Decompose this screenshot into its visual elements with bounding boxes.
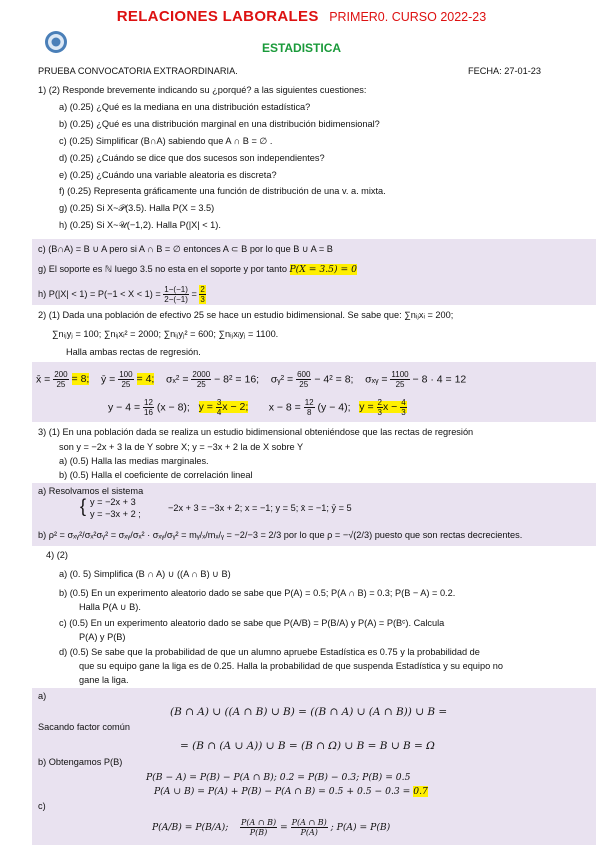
q4-answer-b-eq2: P(A ∪ B) = P(A) + P(B) − P(A ∩ B) = 0.5 + 0.5 − 0.3 = 0.7 [154,786,428,797]
q1-answer-c: c) (B∩A) = B ∪ A pero si A ∩ B = ∅ entonces A ⊂ B por lo que B ∪ A = B [38,244,333,254]
q3-line1: 3) (1) En una población dada se realiza un estudio bidimensional obteniéndose que las rectas de regresión [38,427,474,437]
q1-answer-g-result: P(X = 3.5) = 0 [289,264,357,275]
q3-system-solution: −2x + 3 = −3x + 2; x = −1; y = 5; x̄ = −1; ȳ = 5 [168,503,352,513]
q4-answer-a-text: Sacando factor común [38,722,130,732]
q4-item-d-line3: gane la liga. [79,675,129,685]
q4-answer-b-label: b) Obtengamos P(B) [38,757,123,767]
q4-answer-c-eq: P(A/B) = P(B/A); $\frac{P(A \cap B)}{P(B)}$ = $\frac{P(A \cap B)}{P(A)}$ ; P(A) = P(B) [152,818,391,837]
q3-answer-b: b) ρ² = σₓᵧ²/σₓ²σᵧ² = σₓᵧ/σₓ² · σₓᵧ/σᵧ² = mᵧ/ₓ/mₓ/ᵧ = −2/−3 = 2/3 por lo que ρ = −√(2/3) puesto que son rectas decrecientes. [38,530,523,540]
q1-item-c: c) (0.25) Simplificar (B∩A) sabiendo que A ∩ B = ∅ . [59,136,273,146]
q3-item-b: b) (0.5) Halla el coeficiente de correlación lineal [59,470,253,480]
q4-item-d-line2: que su equipo gane la liga es de 0.25. Halla la probabilidad de que suspenda Estadística y su equipo no [79,661,503,671]
q4-answer-b-result: 0.7 [413,786,428,797]
q2-sxy-result: − 8 · 4 = 12 [412,373,467,386]
q1-answer-g-text: g) El soporte es ℕ luego 3.5 no esta en el soporte y por tanto [38,264,290,274]
q4-item-c-line1: c) (0.5) En un experimento aleatorio dado se sabe que P(A/B) = P(B/A) y P(A) = P(Bᶜ). Calcula [59,618,445,628]
q4-head: 4) (2) [46,550,68,560]
q3-line2: son y = −2x + 3 la de Y sobre X; y = −3x + 2 la de X sobre Y [59,442,304,452]
q1-item-g: g) (0.25) Si X~𝒫(3.5). Halla P(X = 3.5) [59,203,215,213]
q1-item-h: h) (0.25) Si X~𝒰(−1,2). Halla P(|X| < 1). [59,220,221,230]
q4-item-c-line2: P(A) y P(B) [79,632,126,642]
q2-means-line: x̄ = $\frac{200}{25}$ = 8; ȳ = $\frac{100}{25}$ = 4; σₓ² = $\frac{2000}{25}$ − 8² = 16; σᵧ² = $\frac{600}{25}$ − 4² = 8; σₓᵧ = $\frac{1100}{25}$ − 8 · 4 = 12 [36,370,467,389]
q2-ybar-result: = 4; [136,373,155,386]
q2-line3: Halla ambas rectas de regresión. [66,347,201,357]
title-course: PRIMER0. CURSO 2022-23 [329,10,487,24]
q1-item-f: f) (0.25) Representa gráficamente una función de distribución de una v. a. mixta. [59,186,386,196]
q4-item-b-line2: Halla P(A ∪ B). [79,602,141,612]
q1-answer-h-frac2: $\frac{2}{3}$ [200,285,205,304]
q4-answer-b-eq1: P(B − A) = P(B) − P(A ∩ B); 0.2 = P(B) − 0.3; P(B) = 0.5 [146,772,411,783]
q1-item-e: e) (0.25) ¿Cuándo una variable aleatoria es discreta? [59,170,277,180]
title-main: RELACIONES LABORALES [116,8,319,25]
q2-regression-lines: y − 4 = $\frac{12}{16}$ (x − 8); y = $\frac{3}{4}$ x − 2; x − 8 = $\frac{12}{8}$ (y − 4); y = $\frac{2}{3}$ x − $\frac{4}{3}$ [108,398,406,417]
q1-answer-h: h) P(|X| < 1) = P(−1 < X < 1) = $\frac{1-(-1)}{2-(-1)}$ = $\frac{2}{3}$ [38,285,205,304]
q3-system-eq1: y = −2x + 3 [90,497,136,507]
q4-item-d-line1: d) (0.5) Se sabe que la probabilidad de que un alumno apruebe Estadística es 0.75 y la probabilidad de [59,647,480,657]
q1-item-d: d) (0.25) ¿Cuándo se dice que dos sucesos son independientes? [59,153,325,163]
q2-xbar-result: = 8; [71,373,90,386]
q3-item-a: a) (0.5) Halla las medias marginales. [59,456,209,466]
q3-system-brace: { [80,496,87,516]
subject-title: ESTADISTICA [261,41,342,55]
q4-answer-a-label: a) [38,691,47,701]
q1-answer-h-frac1: $\frac{1-(-1)}{2-(-1)}$ [164,285,188,304]
q1-intro: 1) (2) Responde brevemente indicando su ¿porqué? a las siguientes cuestiones: [38,85,367,95]
exam-date: FECHA: 27-01-23 [468,66,542,76]
exam-title [0,8,603,25]
q1-answer-g [38,264,357,275]
q2-regression-yx: y = $\frac{3}{4}$ x − 2; [198,398,249,417]
q2-line2: ∑nᵢⱼyⱼ = 100; ∑nᵢⱼxᵢ² = 2000; ∑nᵢⱼyⱼ² = 600; ∑nᵢⱼxᵢyⱼ = 1100. [52,329,279,339]
q4-item-a: a) (0. 5) Simplifica (B ∩ A) ∪ ((A ∩ B) ∪ B) [59,569,231,579]
q2-regression-xy: y = $\frac{2}{3}$ x − $\frac{4}{3}$ [359,398,406,417]
q3-system-eq2: y = −3x + 2 ; [90,509,141,519]
q1-item-a: a) (0.25) ¿Qué es la mediana en una distribución estadística? [59,102,311,112]
q2-line1: 2) (1) Dada una población de efectivo 25 se hace un estudio bidimensional. Se sabe que: ∑nᵢⱼxᵢ = 200; [38,310,454,320]
q1-item-b: b) (0.25) ¿Qué es una distribución marginal en una distribución bidimensional? [59,119,380,129]
q1-answer-h-text: h) P(|X| < 1) = P(−1 < X < 1) = [38,288,164,299]
exam-type: PRUEBA CONVOCATORIA EXTRAORDINARIA. [38,66,238,76]
q4-answer-a-eq1: (B ∩ A) ∪ ((A ∩ B) ∪ B) = ((B ∩ A) ∪ (A ∩ B)) ∪ B = [170,706,448,718]
q3-answer-a: a) Resolvamos el sistema [38,486,144,496]
q2-sy-result: − 4² = 8; [314,373,354,386]
q2-sx-result: − 8² = 16; [214,373,260,386]
q4-item-b-line1: b) (0.5) En un experimento aleatorio dado se sabe que P(A) = 0.5; P(A ∩ B) = 0.3; P(B − A) = 0.2. [59,588,456,598]
q4-answer-a-eq2: = (B ∩ (A ∪ A)) ∪ B = (B ∩ Ω) ∪ B = B ∪ B = Ω [180,740,435,752]
q4-answer-c-label: c) [38,801,46,811]
